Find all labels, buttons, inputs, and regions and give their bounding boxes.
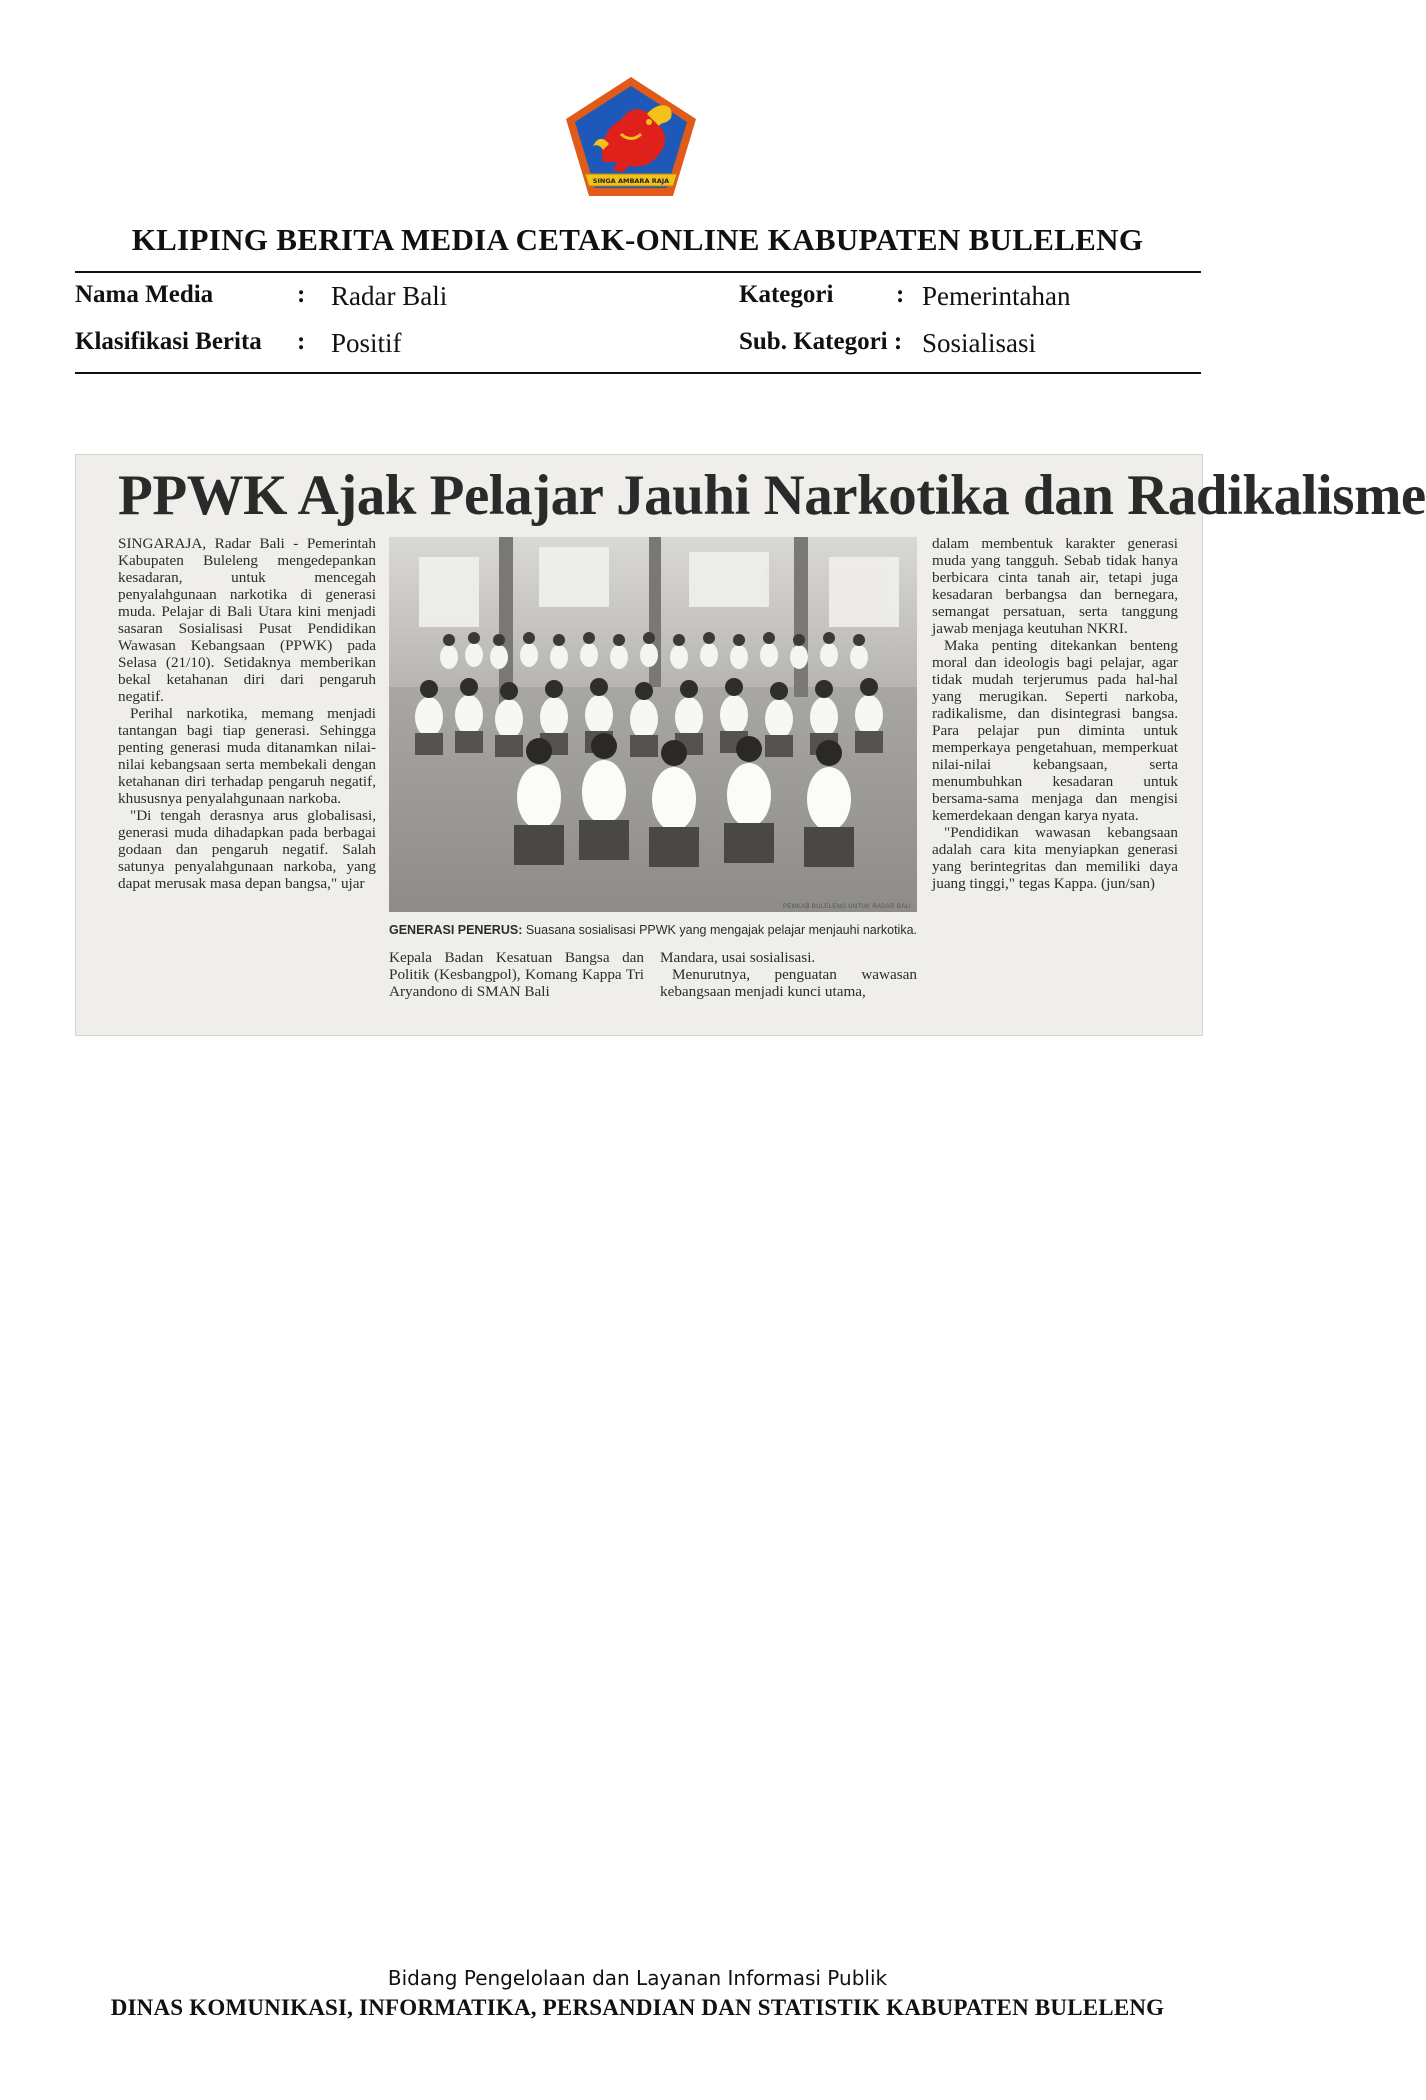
photo-illustration <box>389 537 917 912</box>
col1-paragraph-1: SINGARAJA, Radar Bali - Pemerintah Kabupaten Buleleng mengedepankan kesadaran, untuk mencegah penyalahgunaan narkotika di generasi muda. Pelajar di Bali Utara kini menjadi sasaran Sosialisasi Pusat Pendidikan Wawasan Kebangsaan (PPWK) pada Selasa (21/10). Setidaknya memberikan bekal ketahanan diri dari pengaruh negatif. <box>118 535 376 705</box>
col3-paragraph-1: Mandara, usai sosialisasi. <box>660 949 816 966</box>
col4-paragraph-3: "Pendidikan wawasan kebangsaan adalah cara kita menyiapkan generasi yang berintegritas dan memiliki daya juang tinggi," tegas Kappa. (jun/san) <box>932 824 1178 892</box>
nama-media-label: Nama Media <box>75 281 214 308</box>
news-clipping <box>75 454 1426 1036</box>
article-column-1 <box>118 535 376 892</box>
col2-paragraph-1: Kepala Badan Kesatuan Bangsa dan Politik (Kesbangpol), Komang Kappa Tri Aryandono di SMAN Bali <box>389 949 644 1000</box>
klasifikasi-label: Klasifikasi Berita <box>75 328 262 355</box>
photo-credit: PEMKAB BULELENG UNTUK RADAR BALI <box>783 904 911 910</box>
article-column-4 <box>932 535 1178 892</box>
sub-kategori-label: Sub. Kategori : <box>739 328 903 355</box>
col1-paragraph-2: Perihal narkotika, memang menjadi tantangan bagi tiap generasi. Sehingga penting generasi muda ditanamkan nilai-nilai kebangsaan serta membekali dengan ketahanan diri terhadap pengaruh negatif, khususnya penyalahgunaan narkoba. <box>118 705 376 807</box>
col1-paragraph-3: "Di tengah derasnya arus globalisasi, generasi muda dihadapkan pada berbagai godaan dan pengaruh negatif. Salah satunya penyalahgunaan narkoba, yang dapat merusak masa depan bangsa," ujar <box>118 807 376 892</box>
kabupaten-buleleng-logo <box>563 74 699 200</box>
sub-kategori-value: Sosialisasi <box>922 328 1037 358</box>
document-title: KLIPING BERITA MEDIA CETAK-ONLINE KABUPATEN BULELENG <box>131 222 1144 257</box>
col4-paragraph-2: Maka penting ditekankan benteng moral dan ideologis bagi pelajar, agar tidak mudah terjerumus pada hal-hal yang merugikan. Seperti narkoba, radikalisme, dan disintegrasi bangsa. Para pelajar pun diminta untuk memperkaya pengetahuan, memperkuat nilai-nilai kebangsaan, serta menumbuhkan kesadaran untuk bersama-sama menjaga dan mengisi kemerdekaan dengan karya nyata. <box>932 637 1178 824</box>
article-headline: PPWK Ajak Pelajar Jauhi Narkotika dan Radikalisme <box>118 464 1426 527</box>
kategori-value: Pemerintahan <box>922 281 1071 311</box>
article-column-3 <box>660 949 917 1000</box>
col3-paragraph-2: Menurutnya, penguatan wawasan kebangsaan menjadi kunci utama, <box>660 966 917 1000</box>
header-bottom-rule <box>75 372 1201 374</box>
header-top-rule <box>75 271 1201 273</box>
caption-label: GENERASI PENERUS: <box>389 923 523 937</box>
col4-paragraph-1: dalam membentuk karakter generasi muda yang tangguh. Sebab tidak hanya berbicara cinta tanah air, tetapi juga kesadaran berbangsa dan bernegara, semangat persatuan, serta tanggung jawab menjaga keutuhan NKRI. <box>932 535 1178 637</box>
klasifikasi-value: Positif <box>331 328 402 358</box>
klasifikasi-colon: : <box>297 328 306 355</box>
footer-division: Bidang Pengelolaan dan Layanan Informasi Publik <box>387 1966 888 1990</box>
kategori-label: Kategori <box>739 281 834 308</box>
article-column-2 <box>389 949 644 1000</box>
nama-media-colon: : <box>297 281 306 308</box>
kategori-colon: : <box>896 281 905 308</box>
logo-motto: SINGA AMBARA RAJA <box>592 177 670 185</box>
caption-text: Suasana sosialisasi PPWK yang mengajak pelajar menjauhi narkotika. <box>522 923 918 937</box>
photo-caption <box>389 923 917 937</box>
footer-agency: DINAS KOMUNIKASI, INFORMATIKA, PERSANDIAN DAN STATISTIK KABUPATEN BULELENG <box>110 1995 1165 2020</box>
article-photo <box>389 537 917 912</box>
nama-media-value: Radar Bali <box>331 281 448 311</box>
